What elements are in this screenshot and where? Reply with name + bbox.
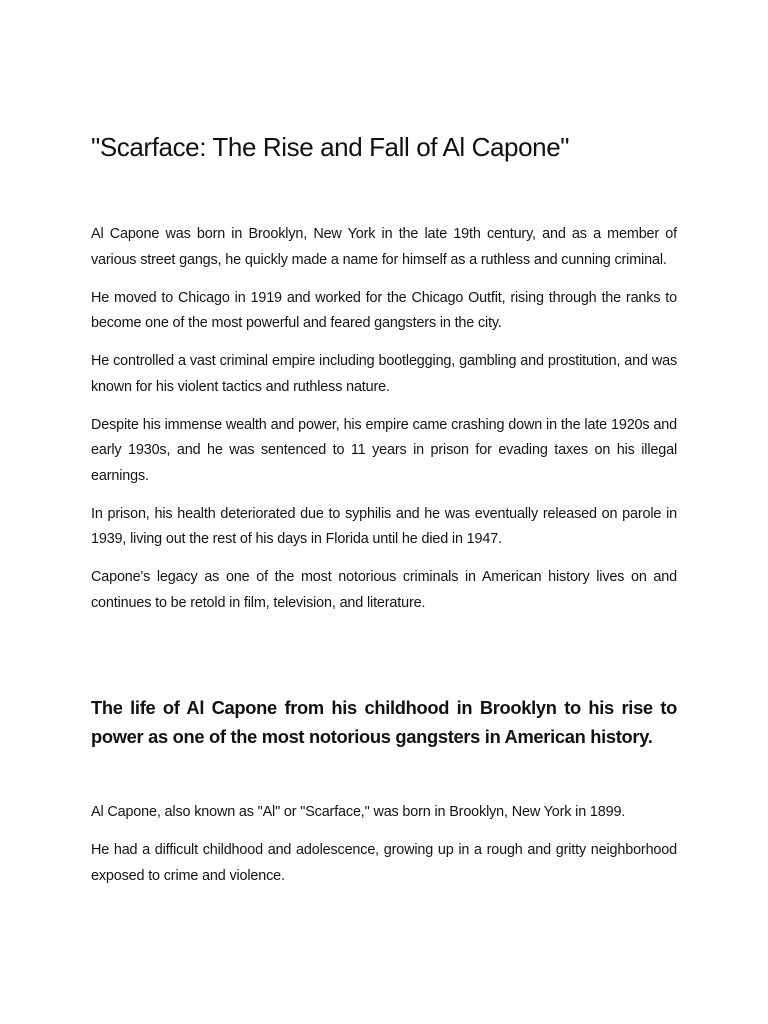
document-page [91,0,677,1024]
paragraph: Al Capone was born in Brooklyn, New York in the late 19th century, and as a member of various street gangs, he quickly made a name for himself as a ruthless and cunning criminal. [91,226,677,268]
intro-section [91,222,677,629]
paragraph: He had a difficult childhood and adolescence, growing up in a rough and gritty neighborhood exposed to crime and violence. [91,842,677,884]
paragraph: Capone's legacy as one of the most notorious criminals in American history lives on and continues to be retold in film, television, and literature. [91,569,677,611]
document-title: "Scarface: The Rise and Fall of Al Capone" [91,132,570,162]
paragraph: Al Capone, also known as "Al" or "Scarface," was born in Brooklyn, New York in 1899. [91,804,626,820]
section-heading: The life of Al Capone from his childhood in Brooklyn to his rise to power as one of the most notorious gangsters in American history. [91,697,677,747]
paragraph: Despite his immense wealth and power, his empire came crashing down in the late 1920s and early 1930s, and he was sentenced to 11 years in prison for evading taxes on his illegal earnings. [91,416,677,484]
childhood-section [91,800,677,902]
paragraph: In prison, his health deteriorated due to syphilis and he was eventually released on parole in 1939, living out the rest of his days in Florida until he died in 1947. [91,505,677,547]
paragraph: He moved to Chicago in 1919 and worked for the Chicago Outfit, rising through the ranks to become one of the most powerful and feared gangsters in the city. [91,289,677,331]
paragraph: He controlled a vast criminal empire including bootlegging, gambling and prostitution, and was known for his violent tactics and ruthless nature. [91,353,677,395]
